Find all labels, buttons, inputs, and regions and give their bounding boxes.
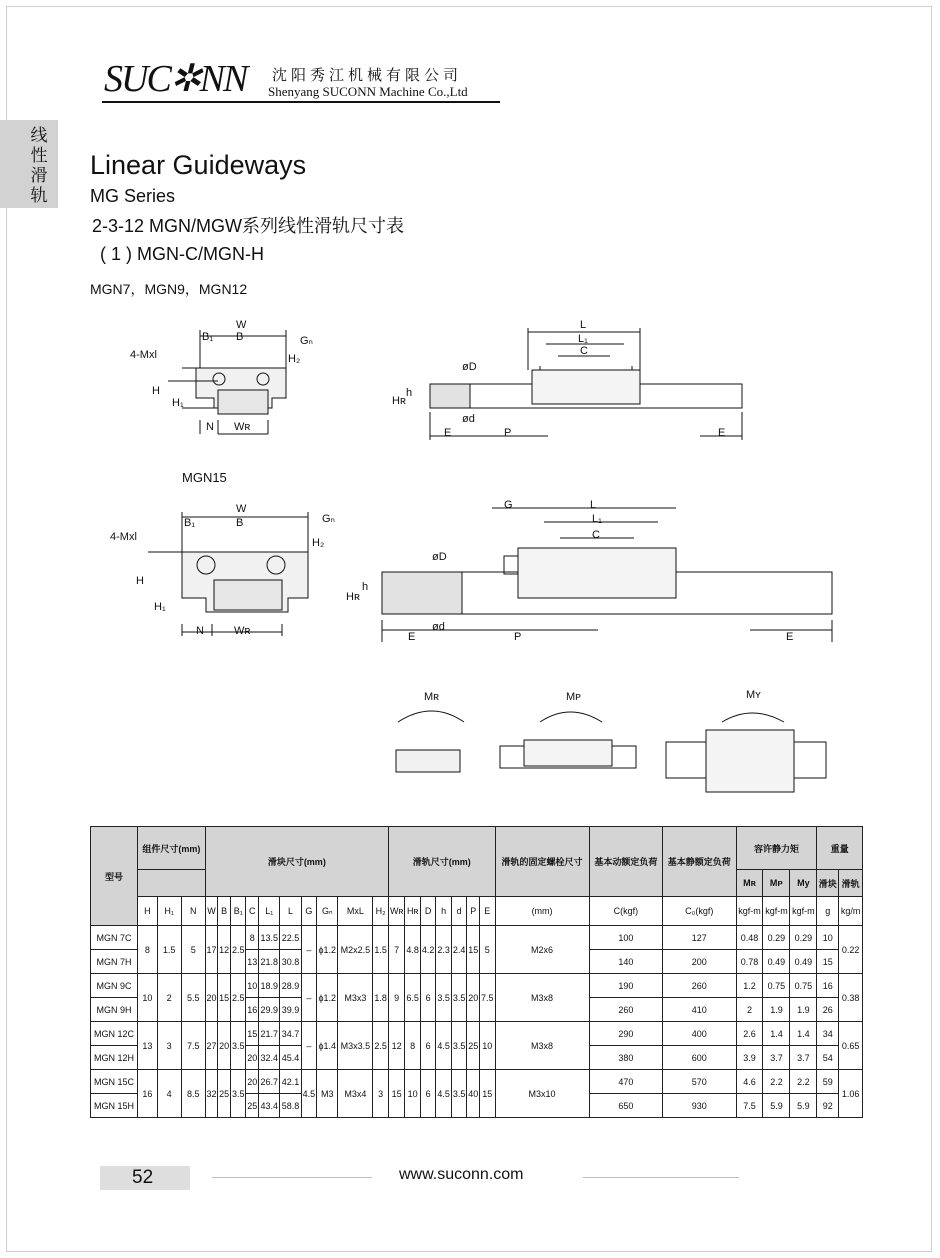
cell-hr: 6.5 [405,974,421,1022]
cell-p: 20 [467,974,480,1022]
col-wr: Wʀ [388,897,404,926]
cell-mp: 3.7 [763,1046,790,1070]
cell-n: 5 [181,926,205,974]
col-h-rail: h [436,897,452,926]
cell-b1: 2.5 [230,926,246,974]
cell-gn: ϕ1.2 [317,926,338,974]
cell-block_w: 16 [817,974,839,998]
cell-c_dyn: 140 [589,950,662,974]
cell-mr: 0.48 [736,926,763,950]
dim-label-d-large-15: øD [432,551,447,563]
cell-e: 7.5 [480,974,496,1022]
col-header-rail: 滑轨尺寸(mm) [388,827,495,897]
col-h2: H₂ [373,897,389,926]
col-l1: L₁ [259,897,280,926]
col-h: H [138,897,158,926]
cell-w: 27 [205,1022,218,1070]
cell-my: 5.9 [790,1094,817,1118]
cell-l1: 29.9 [259,998,280,1022]
cell-h1: 4 [157,1070,181,1118]
cell-d: 6 [420,1022,436,1070]
cell-block_w: 10 [817,926,839,950]
company-name-cn: 沈阳秀江机械有限公司 [272,66,463,84]
cell-my: 0.75 [790,974,817,998]
col-p: P [467,897,480,926]
cell-l1: 26.7 [259,1070,280,1094]
dim-label-e: E [444,427,452,439]
cell-model: MGN 7C [91,926,138,950]
cell-my: 1.9 [790,998,817,1022]
dim-label-mxl: 4-Mxl [130,349,157,361]
col-bolt-unit: (mm) [495,897,589,926]
cell-l: 22.5 [280,926,301,950]
col-l: L [280,897,301,926]
cell-mp: 0.49 [763,950,790,974]
spec-table [90,826,863,1118]
dim-label-b1: B₁ [202,331,214,343]
cell-h: 4.5 [436,1022,452,1070]
cell-bolt: M3x10 [495,1070,589,1118]
dim-label-l1-15: L₁ [592,513,602,525]
cell-my: 0.29 [790,926,817,950]
dim-label-hr: Hʀ [392,395,406,407]
cell-b: 20 [218,1022,231,1070]
cell-c: 15 [246,1022,259,1046]
dim-label-d-small: ød [462,413,475,425]
cell-c0: 260 [663,974,736,998]
cell-mp: 0.29 [763,926,790,950]
cell-w: 17 [205,926,218,974]
cell-c: 20 [246,1070,259,1094]
col-header-static-load: 基本静额定负荷 [663,827,736,897]
side-view-mgn15 [382,508,832,642]
cell-my: 1.4 [790,1022,817,1046]
cell-mr: 4.6 [736,1070,763,1094]
section-title: 2-3-12 MGN/MGW系列线性滑轨尺寸表 [92,216,405,236]
cell-h1: 3 [157,1022,181,1070]
page-title: Linear Guideways [90,150,307,180]
cell-my: 3.7 [790,1046,817,1070]
cross-section-mgn15 [148,512,308,636]
dim-label-h1-15: H₁ [154,601,166,613]
cell-b: 25 [218,1070,231,1118]
dim-label-hr-15: Hʀ [346,591,360,603]
cell-c_dyn: 260 [589,998,662,1022]
cell-block_w: 59 [817,1070,839,1094]
moment-label-mp: Mᴘ [566,691,581,703]
side-tab-char: 线 [30,126,48,146]
cell-rail-weight: 0.65 [839,1022,863,1070]
dim-label-h: H [152,385,160,397]
cell-model: MGN 12C [91,1022,138,1046]
dim-label-wr-15: Wʀ [234,625,251,637]
cell-b1: 2.5 [230,974,246,1022]
dim-label-l-15: L [590,499,597,511]
cell-bolt: M3x8 [495,1022,589,1070]
cell-model: MGN 15C [91,1070,138,1094]
col-w: W [205,897,218,926]
cell-bolt: M3x8 [495,974,589,1022]
col-header-moment: 容许静力矩 [736,827,817,870]
cell-h: 13 [138,1022,158,1070]
col-gn: Gₙ [317,897,338,926]
cell-c: 10 [246,974,259,998]
cell-l1: 21.8 [259,950,280,974]
page-number: 52 [132,1167,154,1188]
dim-label-e-15: E [408,631,416,643]
cell-bolt: M2x6 [495,926,589,974]
cell-mr: 2.6 [736,1022,763,1046]
cell-d: 2.4 [451,926,467,974]
cell-l1: 13.5 [259,926,280,950]
col-header-block: 滑块尺寸(mm) [205,827,388,897]
website-url[interactable]: www.suconn.com [399,1166,524,1183]
col-header-model: 型号 [91,827,138,926]
dim-label-d-small-15: ød [432,621,445,633]
cell-l1: 18.9 [259,974,280,998]
dim-label-e-right-15: E [786,631,794,643]
cell-d: 3.5 [451,1022,467,1070]
col-b: B [218,897,231,926]
cell-c0: 400 [663,1022,736,1046]
brand-logo: SUC✲NN [104,58,247,100]
col-header-weight: 重量 [817,827,863,870]
cell-w: 20 [205,974,218,1022]
dim-label-p-15: P [514,631,522,643]
cross-section-small [168,330,286,434]
col-header-block-weight: 滑块 [817,870,839,897]
cell-g: 4.5 [301,1070,317,1118]
col-header-my: My [790,870,817,897]
cell-c_dyn: 380 [589,1046,662,1070]
cell-gn: ϕ1.2 [317,974,338,1022]
col-d-small: d [451,897,467,926]
table-row [91,1070,863,1094]
cell-n: 5.5 [181,974,205,1022]
cell-c: 16 [246,998,259,1022]
cell-mp: 5.9 [763,1094,790,1118]
cell-model: MGN 9H [91,998,138,1022]
cell-mxl: M3x4 [338,1070,373,1118]
dim-label-g-15: G [504,499,513,511]
series-label: MG Series [90,186,176,206]
cell-d: 3.5 [451,974,467,1022]
cell-block_w: 92 [817,1094,839,1118]
cell-l: 58.8 [280,1094,301,1118]
col-header-mr: Mʀ [736,870,763,897]
table-row [91,974,863,998]
dim-label-n-15: N [196,625,204,637]
cell-h: 10 [138,974,158,1022]
cell-mxl: M2x2.5 [338,926,373,974]
cell-model: MGN 9C [91,974,138,998]
cell-w: 32 [205,1070,218,1118]
col-header-dynamic-load: 基本动额定负荷 [589,827,662,897]
cell-l: 34.7 [280,1022,301,1046]
cell-l1: 43.4 [259,1094,280,1118]
cell-h2: 1.8 [373,974,389,1022]
col-header-mp: Mᴘ [763,870,790,897]
col-e: E [480,897,496,926]
col-header-assembly-spacer [138,870,206,897]
cell-p: 25 [467,1022,480,1070]
cell-l: 30.8 [280,950,301,974]
dim-label-b-15: B [236,517,244,529]
cell-rail-weight: 1.06 [839,1070,863,1118]
cell-l1: 32.4 [259,1046,280,1070]
cell-c_dyn: 190 [589,974,662,998]
col-mp-unit: kgf-m [763,897,790,926]
col-header-bolt: 滑轨的固定螺栓尺寸 [495,827,589,897]
dim-label-h-15: H [136,575,144,587]
cell-e: 10 [480,1022,496,1070]
cell-h1: 2 [157,974,181,1022]
cell-mr: 7.5 [736,1094,763,1118]
moment-label-mr: Mʀ [424,691,440,703]
cell-c_dyn: 650 [589,1094,662,1118]
cell-c0: 570 [663,1070,736,1094]
cell-b: 12 [218,926,231,974]
cell-c_dyn: 290 [589,1022,662,1046]
cell-e: 15 [480,1070,496,1118]
cell-c: 8 [246,926,259,950]
dim-label-n: N [206,421,214,433]
cell-hr: 4.8 [405,926,421,974]
dim-label-w-15: W [236,503,247,515]
cell-h2: 2.5 [373,1022,389,1070]
dim-label-mxl-15: 4-Mxl [110,531,137,543]
cell-l: 45.4 [280,1046,301,1070]
cell-b: 15 [218,974,231,1022]
dim-label-e-right: E [718,427,726,439]
cell-l: 42.1 [280,1070,301,1094]
col-header-assembly: 组件尺寸(mm) [138,827,206,870]
cell-h: 4.5 [436,1070,452,1118]
dim-label-c: C [580,345,588,357]
col-b1: B₁ [230,897,246,926]
cell-block_w: 34 [817,1022,839,1046]
col-c: C [246,897,259,926]
cell-wr: 9 [388,974,404,1022]
cell-c: 25 [246,1094,259,1118]
cell-n: 7.5 [181,1022,205,1070]
col-g: G [301,897,317,926]
models-line: MGN7，MGN9，MGN12 [90,281,248,297]
dim-label-gn: Gₙ [300,335,313,347]
col-stat-unit: C₀(kgf) [663,897,736,926]
cell-d: 6 [420,974,436,1022]
col-n: N [181,897,205,926]
cell-h1: 1.5 [157,926,181,974]
cell-l: 39.9 [280,998,301,1022]
moment-mp-diagram [500,712,636,768]
cell-c0: 127 [663,926,736,950]
cell-mp: 1.4 [763,1022,790,1046]
cell-mr: 2 [736,998,763,1022]
cell-c_dyn: 100 [589,926,662,950]
col-mxl: MxL [338,897,373,926]
dim-label-wr: Wʀ [234,421,251,433]
dim-label-c-15: C [592,529,600,541]
cell-c0: 930 [663,1094,736,1118]
table-row [91,926,863,950]
cell-my: 2.2 [790,1070,817,1094]
dim-label-b1-15: B₁ [184,517,196,529]
dim-label-l1: L₁ [578,333,588,345]
cell-c0: 600 [663,1046,736,1070]
cell-mp: 0.75 [763,974,790,998]
mgn15-label: MGN15 [182,470,227,485]
dim-label-h2: H₂ [288,353,301,365]
cell-gn: M3 [317,1070,338,1118]
col-header-rail-weight: 滑轨 [839,870,863,897]
cell-e: 5 [480,926,496,974]
cell-model: MGN 7H [91,950,138,974]
company-name-en: Shenyang SUCONN Machine Co.,Ltd [268,84,468,99]
col-d-large: D [420,897,436,926]
cell-mr: 3.9 [736,1046,763,1070]
cell-p: 15 [467,926,480,974]
side-tab-char: 性 [30,146,48,166]
side-tab-char: 滑 [30,166,48,186]
dim-label-d-large: øD [462,361,477,373]
col-mr-unit: kgf-m [736,897,763,926]
cell-mp: 2.2 [763,1070,790,1094]
cell-p: 40 [467,1070,480,1118]
cell-b1: 3.5 [230,1070,246,1118]
cell-h2: 1.5 [373,926,389,974]
dim-label-h1: H₁ [172,397,184,409]
cell-model: MGN 15H [91,1094,138,1118]
cell-rail-weight: 0.22 [839,926,863,974]
cell-l1: 21.7 [259,1022,280,1046]
cell-n: 8.5 [181,1070,205,1118]
cell-block_w: 54 [817,1046,839,1070]
col-rail-weight-unit: kg/m [839,897,863,926]
cell-h: 16 [138,1070,158,1118]
cell-g: – [301,1022,317,1070]
cell-c: 13 [246,950,259,974]
cell-mr: 1.2 [736,974,763,998]
footer-rule-right [583,1177,739,1178]
cell-d: 4.2 [420,926,436,974]
cell-block_w: 15 [817,950,839,974]
cell-h: 8 [138,926,158,974]
footer-rule-left [212,1177,372,1178]
col-hr: Hʀ [405,897,421,926]
dim-label-h-rail: h [406,387,413,399]
cell-c: 20 [246,1046,259,1070]
cell-c0: 200 [663,950,736,974]
cell-h: 3.5 [436,974,452,1022]
cell-l: 28.9 [280,974,301,998]
dim-label-b: B [236,331,244,343]
dim-label-w: W [236,319,247,331]
dim-label-p: P [504,427,512,439]
cell-g: – [301,926,317,974]
dim-label-l: L [580,319,587,331]
cell-g: – [301,974,317,1022]
cell-h2: 3 [373,1070,389,1118]
col-block-weight-unit: g [817,897,839,926]
cell-c_dyn: 470 [589,1070,662,1094]
moment-label-my: Mʏ [746,689,761,701]
cell-d: 3.5 [451,1070,467,1118]
cell-wr: 7 [388,926,404,974]
spec-table-body [91,926,863,1118]
cell-mxl: M3x3 [338,974,373,1022]
table-row [91,1022,863,1046]
moment-my-diagram [666,713,826,792]
cell-mr: 0.78 [736,950,763,974]
col-my-unit: kgf-m [790,897,817,926]
cell-h: 2.3 [436,926,452,974]
dim-label-h-rail-15: h [362,581,369,593]
col-dyn-unit: C(kgf) [589,897,662,926]
cell-wr: 15 [388,1070,404,1118]
dim-label-h2-15: H₂ [312,537,325,549]
subsection-title: ( 1 ) MGN-C/MGN-H [100,244,264,264]
col-h1: H₁ [157,897,181,926]
cell-block_w: 26 [817,998,839,1022]
cell-c0: 410 [663,998,736,1022]
cell-d: 6 [420,1070,436,1118]
side-tab-char: 轨 [30,186,48,206]
cell-b1: 3.5 [230,1022,246,1070]
cell-gn: ϕ1.4 [317,1022,338,1070]
cell-mxl: M3x3.5 [338,1022,373,1070]
cell-model: MGN 12H [91,1046,138,1070]
moment-mr-diagram [396,711,464,772]
cell-wr: 12 [388,1022,404,1070]
cell-rail-weight: 0.38 [839,974,863,1022]
cell-hr: 10 [405,1070,421,1118]
dim-label-gn-15: Gₙ [322,513,335,525]
cell-hr: 8 [405,1022,421,1070]
cell-my: 0.49 [790,950,817,974]
cell-mp: 1.9 [763,998,790,1022]
